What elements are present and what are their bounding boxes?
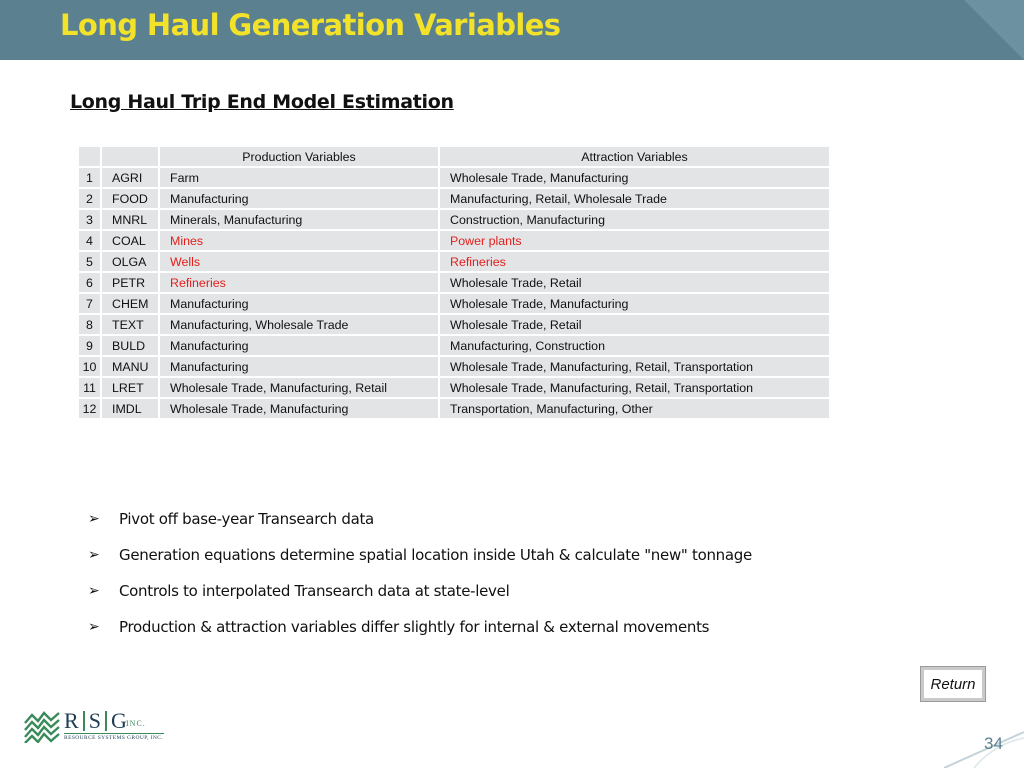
row-code: OLGA xyxy=(101,251,159,272)
row-production: Manufacturing xyxy=(159,188,439,209)
row-code: COAL xyxy=(101,230,159,251)
logo-rule xyxy=(64,733,164,734)
bullet-text: Production & attraction variables differ slightly for internal & external movements xyxy=(119,618,710,636)
logo-inc: INC. xyxy=(126,719,146,728)
header-num xyxy=(78,146,101,167)
row-attraction: Transportation, Manufacturing, Other xyxy=(439,398,830,419)
row-code: TEXT xyxy=(101,314,159,335)
page-number: 34 xyxy=(984,734,1003,753)
row-attraction: Wholesale Trade, Retail xyxy=(439,272,830,293)
bullet-item xyxy=(88,616,752,652)
table-row xyxy=(78,188,830,209)
row-num: 1 xyxy=(78,167,101,188)
row-production: Wholesale Trade, Manufacturing xyxy=(159,398,439,419)
table-row xyxy=(78,251,830,272)
slide-title: Long Haul Generation Variables xyxy=(60,8,561,42)
table-row xyxy=(78,293,830,314)
return-button-label: Return xyxy=(924,670,982,698)
row-attraction-highlight: Refineries xyxy=(439,251,830,272)
row-attraction: Wholesale Trade, Manufacturing xyxy=(439,293,830,314)
header-production: Production Variables xyxy=(159,146,439,167)
logo-separator xyxy=(105,711,107,731)
header-code xyxy=(101,146,159,167)
logo-letter: R xyxy=(64,708,79,733)
arrow-bullet-icon: ➢ xyxy=(88,511,100,527)
table-row xyxy=(78,335,830,356)
row-attraction: Wholesale Trade, Manufacturing, Retail, Transportation xyxy=(439,377,830,398)
row-code: CHEM xyxy=(101,293,159,314)
bullet-item xyxy=(88,580,752,616)
row-num: 10 xyxy=(78,356,101,377)
table-row xyxy=(78,167,830,188)
row-production: Manufacturing, Wholesale Trade xyxy=(159,314,439,335)
row-code: LRET xyxy=(101,377,159,398)
row-num: 11 xyxy=(78,377,101,398)
logo-letter: S xyxy=(88,708,101,733)
row-production-highlight: Wells xyxy=(159,251,439,272)
row-attraction: Manufacturing, Construction xyxy=(439,335,830,356)
variables-table xyxy=(77,145,831,420)
row-num: 8 xyxy=(78,314,101,335)
mountain-logo-icon xyxy=(24,709,60,743)
row-num: 7 xyxy=(78,293,101,314)
table-row xyxy=(78,356,830,377)
return-button[interactable] xyxy=(920,666,986,702)
slide-subtitle: Long Haul Trip End Model Estimation xyxy=(70,91,454,113)
row-production: Minerals, Manufacturing xyxy=(159,209,439,230)
bullet-text: Controls to interpolated Transearch data at state-level xyxy=(119,582,510,600)
logo-separator xyxy=(83,711,85,731)
table-row xyxy=(78,272,830,293)
title-bar-corner xyxy=(964,0,1024,60)
logo-letter: G xyxy=(110,708,127,733)
row-code: IMDL xyxy=(101,398,159,419)
rsg-logo xyxy=(24,707,166,745)
row-num: 2 xyxy=(78,188,101,209)
table-row xyxy=(78,398,830,419)
row-num: 9 xyxy=(78,335,101,356)
row-attraction: Wholesale Trade, Retail xyxy=(439,314,830,335)
row-production: Wholesale Trade, Manufacturing, Retail xyxy=(159,377,439,398)
row-attraction: Wholesale Trade, Manufacturing, Retail, Transportation xyxy=(439,356,830,377)
row-code: FOOD xyxy=(101,188,159,209)
table-row xyxy=(78,314,830,335)
row-num: 12 xyxy=(78,398,101,419)
row-attraction: Manufacturing, Retail, Wholesale Trade xyxy=(439,188,830,209)
logo-tagline: RESOURCE SYSTEMS GROUP, INC. xyxy=(64,735,164,741)
row-production-highlight: Refineries xyxy=(159,272,439,293)
bullet-item xyxy=(88,508,752,544)
bullet-text: Generation equations determine spatial location inside Utah & calculate "new" tonnage xyxy=(119,546,752,564)
row-num: 4 xyxy=(78,230,101,251)
row-production: Manufacturing xyxy=(159,356,439,377)
arrow-bullet-icon: ➢ xyxy=(88,547,100,563)
row-production: Farm xyxy=(159,167,439,188)
arrow-bullet-icon: ➢ xyxy=(88,619,100,635)
row-production-highlight: Mines xyxy=(159,230,439,251)
row-code: AGRI xyxy=(101,167,159,188)
row-num: 3 xyxy=(78,209,101,230)
header-attraction: Attraction Variables xyxy=(439,146,830,167)
row-attraction: Wholesale Trade, Manufacturing xyxy=(439,167,830,188)
row-num: 5 xyxy=(78,251,101,272)
table-row xyxy=(78,377,830,398)
table-header-row xyxy=(78,146,830,167)
row-production: Manufacturing xyxy=(159,335,439,356)
table-row xyxy=(78,230,830,251)
row-code: PETR xyxy=(101,272,159,293)
row-code: MANU xyxy=(101,356,159,377)
row-attraction-highlight: Power plants xyxy=(439,230,830,251)
row-production: Manufacturing xyxy=(159,293,439,314)
row-code: MNRL xyxy=(101,209,159,230)
bullet-text: Pivot off base-year Transearch data xyxy=(119,510,374,528)
row-attraction: Construction, Manufacturing xyxy=(439,209,830,230)
bullet-item xyxy=(88,544,752,580)
table-row xyxy=(78,209,830,230)
logo-wordmark xyxy=(64,708,127,734)
row-num: 6 xyxy=(78,272,101,293)
row-code: BULD xyxy=(101,335,159,356)
bullet-list xyxy=(88,508,752,652)
arrow-bullet-icon: ➢ xyxy=(88,583,100,599)
